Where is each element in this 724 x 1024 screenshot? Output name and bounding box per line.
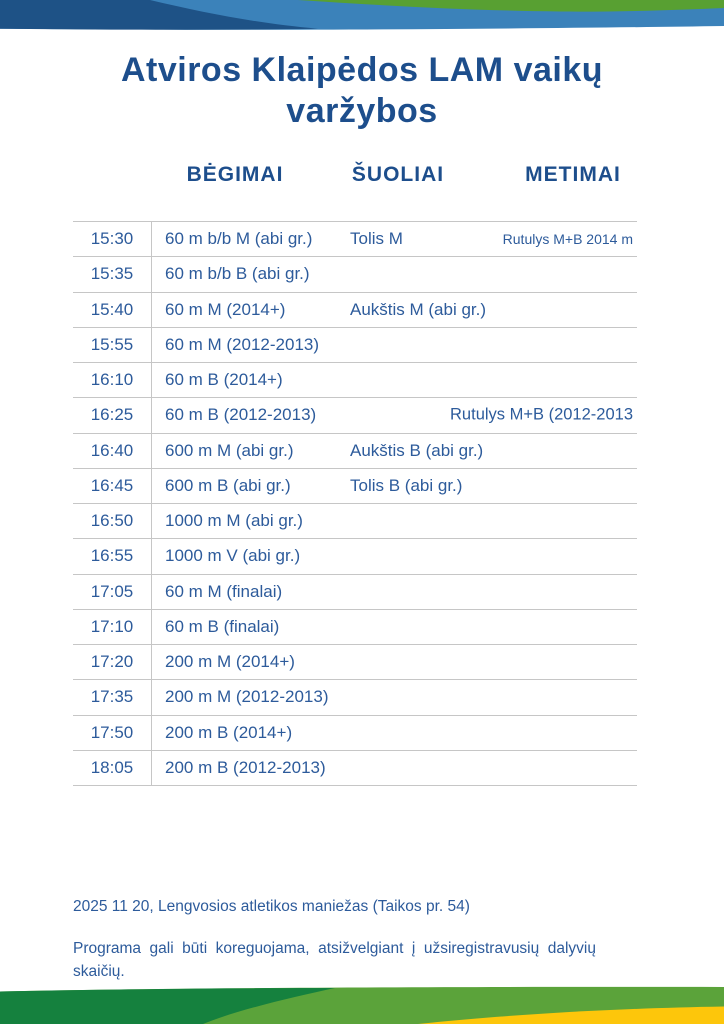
time-cell: 17:05 <box>73 575 152 609</box>
begimai-event: 60 m M (2014+) <box>165 299 286 319</box>
table-row <box>73 469 637 504</box>
time-cell: 17:10 <box>73 610 152 644</box>
events-cell <box>152 222 637 256</box>
suoliai-event: Tolis M <box>350 229 403 249</box>
table-row <box>73 610 637 645</box>
begimai-event: 60 m b/b B (abi gr.) <box>165 264 310 284</box>
time-cell: 16:10 <box>73 363 152 397</box>
begimai-event: 600 m M (abi gr.) <box>165 440 294 460</box>
begimai-event: 60 m B (2012-2013) <box>165 405 317 425</box>
events-cell <box>152 293 637 327</box>
events-cell <box>152 680 637 714</box>
table-row <box>73 575 637 610</box>
column-headers <box>0 163 724 189</box>
time-cell: 15:35 <box>73 257 152 291</box>
begimai-event: 1000 m V (abi gr.) <box>165 546 301 566</box>
events-cell <box>152 398 637 432</box>
begimai-event: 60 m M (finalai) <box>165 581 283 601</box>
table-row <box>73 328 637 363</box>
column-header-metimai: METIMAI <box>525 163 621 186</box>
table-row <box>73 363 637 398</box>
time-cell: 15:30 <box>73 222 152 256</box>
bottom-banner-graphic <box>0 986 724 1024</box>
time-cell: 16:45 <box>73 469 152 503</box>
metimai-event: Rutulys M+B (2012-2013 <box>450 405 633 424</box>
table-row <box>73 293 637 328</box>
event-date-location: 2025 11 20, Lengvosios atletikos maniežas (Taikos pr. 54) <box>73 898 470 915</box>
time-cell: 17:50 <box>73 716 152 750</box>
time-cell: 15:55 <box>73 328 152 362</box>
table-row <box>73 751 637 786</box>
top-banner-graphic <box>0 0 724 30</box>
table-row <box>73 645 637 680</box>
table-row <box>73 680 637 715</box>
page-title: Atviros Klaipėdos LAM vaikų varžybos <box>120 51 604 130</box>
suoliai-event: Aukštis M (abi gr.) <box>350 299 487 319</box>
table-row <box>73 398 637 433</box>
events-cell <box>152 645 637 679</box>
suoliai-event: Aukštis B (abi gr.) <box>350 440 484 460</box>
events-cell <box>152 328 637 362</box>
time-cell: 16:40 <box>73 434 152 468</box>
events-cell <box>152 257 637 291</box>
table-row <box>73 222 637 257</box>
suoliai-event: Tolis B (abi gr.) <box>350 475 463 495</box>
time-cell: 17:35 <box>73 680 152 714</box>
events-cell <box>152 469 637 503</box>
events-cell <box>152 504 637 538</box>
events-cell <box>152 575 637 609</box>
events-cell <box>152 716 637 750</box>
schedule-table <box>73 221 637 786</box>
events-cell <box>152 610 637 644</box>
table-row <box>73 434 637 469</box>
metimai-event: Rutulys M+B 2014 m <box>502 231 633 248</box>
begimai-event: 1000 m M (abi gr.) <box>165 511 303 531</box>
begimai-event: 200 m B (2012-2013) <box>165 757 326 777</box>
table-row <box>73 539 637 574</box>
time-cell: 16:50 <box>73 504 152 538</box>
events-cell <box>152 539 637 573</box>
table-row <box>73 257 637 292</box>
events-cell <box>152 363 637 397</box>
begimai-event: 60 m b/b M (abi gr.) <box>165 229 313 249</box>
time-cell: 16:55 <box>73 539 152 573</box>
begimai-event: 200 m B (2014+) <box>165 722 293 742</box>
table-row <box>73 504 637 539</box>
events-cell <box>152 751 637 785</box>
time-cell: 15:40 <box>73 293 152 327</box>
begimai-event: 200 m M (2014+) <box>165 652 295 672</box>
time-cell: 16:25 <box>73 398 152 432</box>
begimai-event: 60 m M (2012-2013) <box>165 334 320 354</box>
column-header-suoliai: ŠUOLIAI <box>351 163 445 186</box>
column-header-begimai: BĖGIMAI <box>186 163 284 186</box>
program-disclaimer: Programa gali būti koreguojama, atsižvelgiant į užsiregistravusių dalyvių skaičių. <box>73 940 596 980</box>
begimai-event: 200 m M (2012-2013) <box>165 687 329 707</box>
table-row <box>73 716 637 751</box>
events-cell <box>152 434 637 468</box>
time-cell: 17:20 <box>73 645 152 679</box>
begimai-event: 600 m B (abi gr.) <box>165 475 291 495</box>
time-cell: 18:05 <box>73 751 152 785</box>
begimai-event: 60 m B (finalai) <box>165 616 280 636</box>
begimai-event: 60 m B (2014+) <box>165 370 283 390</box>
